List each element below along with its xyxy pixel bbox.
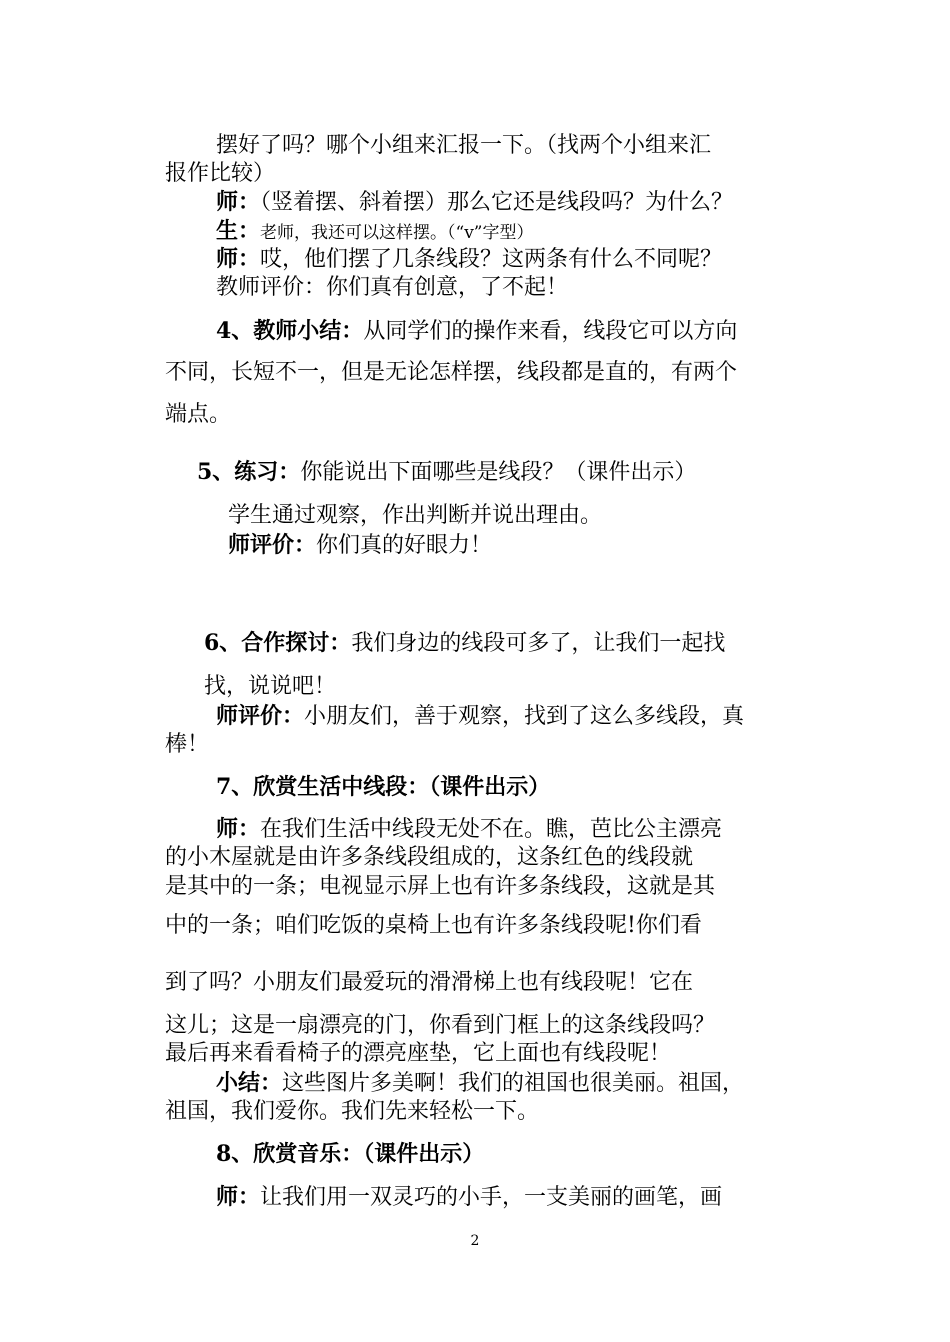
text-line: 祖国，我们爱你。我们先来轻松一下。: [165, 1099, 540, 1124]
section-heading: 5、练习：你能说出下面哪些是线段？（课件出示）: [197, 459, 697, 485]
text-line: 不同，长短不一，但是无论怎样摆，线段都是直的，有两个: [165, 360, 738, 385]
section-heading: 6、合作探讨：我们身边的线段可多了，让我们一起找: [204, 630, 726, 656]
text-line: 棒！: [165, 732, 210, 757]
text-line: 摆好了吗？哪个小组来汇报一下。（找两个小组来汇: [216, 133, 712, 158]
text-line: 师：在我们生活中线段无处不在。瞧，芭比公主漂亮: [216, 816, 723, 842]
section-heading: 8、欣赏音乐：（课件出示）: [216, 1141, 485, 1167]
text-line: 端点。: [165, 402, 232, 427]
text-line: 学生通过观察，作出判断并说出理由。: [228, 503, 603, 528]
text-line: 师评价：小朋友们，善于观察，找到了这么多线段，真: [216, 703, 745, 729]
text-line: 到了吗？小朋友们最爱玩的滑滑梯上也有线段呢！它在: [165, 970, 694, 995]
text-line: 生：老师，我还可以这样摆。（“v”字型）: [216, 218, 534, 244]
text-line: 找，说说吧！: [204, 674, 337, 699]
text-line: 的小木屋就是由许多条线段组成的，这条红色的线段就: [165, 845, 694, 870]
text-line: 教师评价：你们真有创意，了不起！: [216, 275, 569, 300]
text-line: 是其中的一条；电视显示屏上也有许多条线段，这就是其: [165, 874, 716, 899]
page-number: 2: [470, 1233, 480, 1249]
text-line: 这儿；这是一扇漂亮的门，你看到门框上的这条线段吗？: [165, 1013, 716, 1038]
text-line: 中的一条；咱们吃饭的桌椅上也有许多条线段呢!你们看: [165, 913, 702, 938]
text-line: 报作比较）: [165, 161, 276, 186]
text-line: 师：让我们用一双灵巧的小手，一支美丽的画笔，画: [216, 1184, 723, 1210]
text-line: 最后再来看看椅子的漂亮座垫，它上面也有线段呢！: [165, 1041, 672, 1066]
section-heading: 7、欣赏生活中线段：（课件出示）: [216, 774, 551, 800]
text-line: 小结：这些图片多美啊！我们的祖国也很美丽。祖国，: [216, 1070, 745, 1096]
text-line: 师：哎，他们摆了几条线段？这两条有什么不同呢？: [216, 246, 723, 272]
text-line: 师评价：你们真的好眼力！: [228, 532, 493, 558]
text-line: 师：（竖着摆、斜着摆）那么它还是线段吗？为什么？: [216, 189, 734, 215]
section-heading: 4、教师小结：从同学们的操作来看，线段它可以方向: [216, 318, 738, 344]
